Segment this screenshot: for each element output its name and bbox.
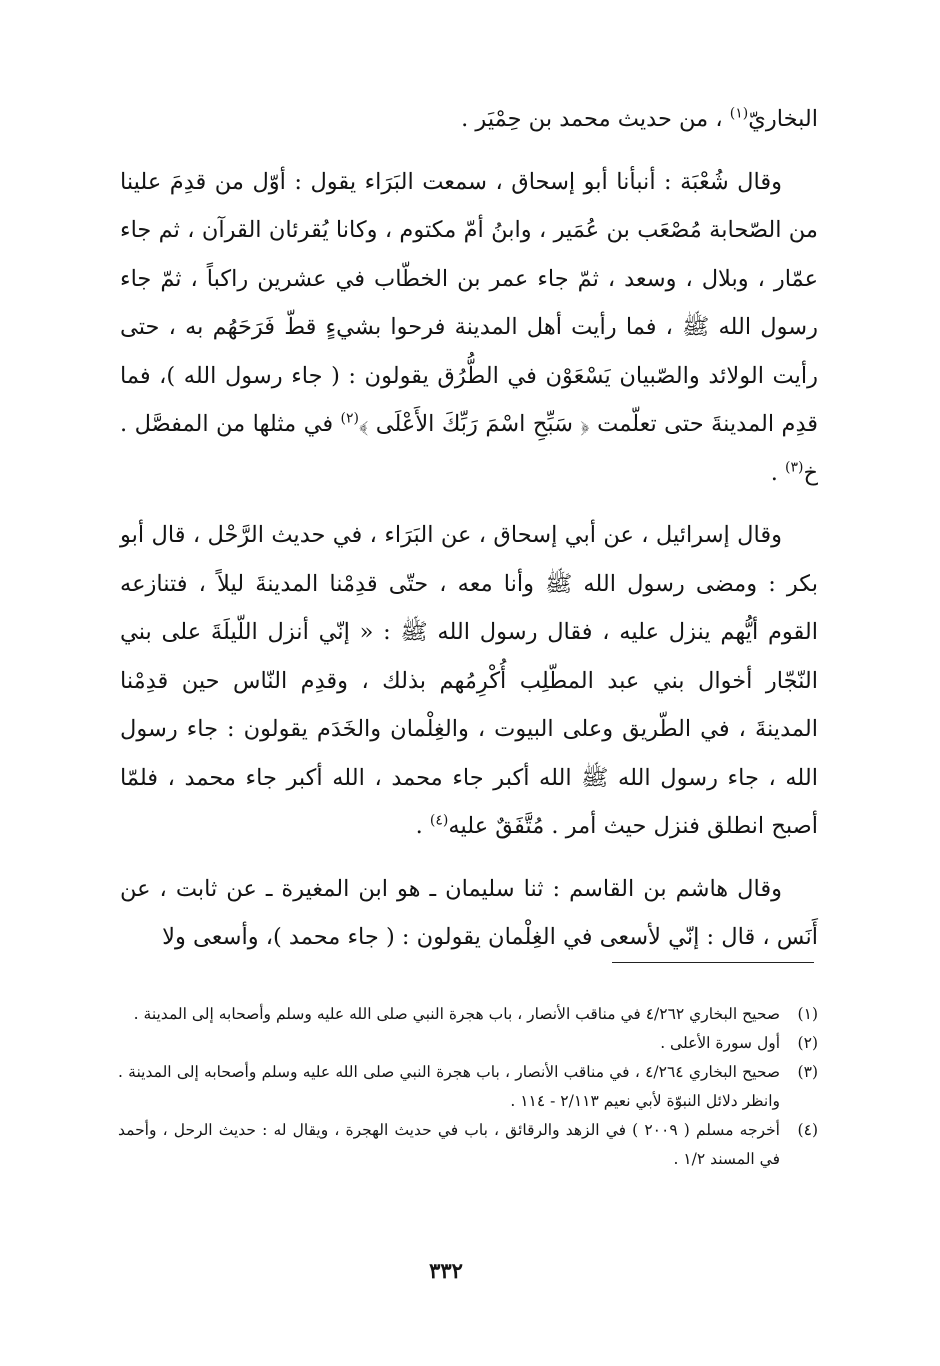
footnote-text: أخرجه مسلم ( ٢٠٠٩ ) في الزهد والرقائق ، باب في حديث الهجرة ، ويقال له : حديث الرحل ، وأحمد في المسند ١/٢ . [118,1121,780,1168]
paragraph-tail: . [415,813,423,839]
paragraph-tail: في مثلها من المفصَّل . خ [120,411,818,486]
footnote-ref[interactable]: (٢) [340,410,360,427]
paragraph-text: وقال هاشم بن القاسم : ثنا سليمان ـ هو ابن المغيرة ـ عن ثابت ، عن أَنَس ، قال : إنّي لأسعى في الغِلْمان يقولون : ( جاء محمد )، وأسعى ولا [120,875,818,950]
footnote-text: صحيح البخاري ٤/٢٦٤ ، في مناقب الأنصار ، باب هجرة النبي صلى الله عليه وسلم وأصحابه إلى المدينة . وانظر دلائل النبوّة لأبي نعيم ٢/١١٣ - ١١٤ . [118,1063,781,1110]
footnote-ref[interactable]: (٤) [429,812,449,829]
footnote-ref[interactable]: (٣) [785,459,804,475]
paragraph-text: وقال شُعْبَة : أنبأنا أبو إسحاق ، سمعت البَرَاء يقول : أوّل من قدِمَ علينا من الصّحابة مُصْعَب بن عُمَير ، وابنُ أمّ مكتوم ، وكانا يُقرئان القرآن ، ثم جاء عمّار ، وبلال ، وسعد ، ثمّ جاء عمر بن الخطّاب في عشرين راكباً ، ثمّ جاء رسول الله ﷺ ، فما رأيت أهل المدينة فرحوا بشيءٍ قطّ فَرَحَهُم به ، حتى رأيت الولائد والصّبيان يَسْعَوْن في الطُّرُق يقولون : ( جاء رسول الله )، فما قدِم المدينةَ حتى تعلّمت ﴿ سَبِّحِ اسْمَ رَبِّكَ الأَعْلَى ﴾ [120,168,819,437]
footnote-text: أول سورة الأعلى . [660,1034,780,1052]
footnote-text: صحيح البخاري ٤/٢٦٢ في مناقب الأنصار ، باب هجرة النبي صلى الله عليه وسلم وأصحابه إلى المدينة . [133,1005,780,1023]
footnote [118,1000,818,1029]
paragraph [120,511,818,851]
paragraph-tail: ، من حديث محمد بن حِمْيَر . [461,106,723,132]
footnote-number: (٢) [797,1034,818,1052]
paragraph-text: وقال إسرائيل ، عن أبي إسحاق ، عن البَرَاء ، في حديث الرَّحْل ، قال أبو بكر : ومضى رسول الله ﷺ وأنا معه ، حتّى قدِمْنا المدينةَ ليلاً ، فتنازعه القوم أيُّهم ينزل عليه ، فقال رسول الله ﷺ : « إنّي أنزل اللّيلَةَ على بني النّجّار أخوال بني عبد المطّلِب أُكْرِمُهم بذلك ، وقدِم النّاس حين قدِمْنا المدينةَ ، في الطّريق وعلى البيوت ، والغِلْمان والخَدَم يقولون : جاء رسول الله ، جاء رسول الله ﷺ الله أكبر جاء محمد ، الله أكبر جاء محمد ، فلمّا أصبح انطلق فنزل حيث أمر . مُتَّفَقٌ عليه [120,522,818,839]
paragraph [120,95,818,144]
footnote [118,1029,818,1058]
paragraph [120,865,818,962]
footnote-ref[interactable]: (١) [729,105,749,122]
footnote-divider [612,962,814,963]
paragraph [120,158,818,498]
footnote-number: (٣) [797,1063,818,1081]
paragraph-text: البخاريّ [748,106,818,132]
footnotes [118,1000,818,1174]
page-number: ٣٣٢ [429,1258,463,1283]
main-text [120,95,818,962]
footnote [118,1058,818,1116]
footnote-number: (١) [797,1005,818,1023]
footnote [118,1116,818,1174]
footnote-number: (٤) [797,1121,818,1139]
paragraph-tail: . [770,459,778,486]
